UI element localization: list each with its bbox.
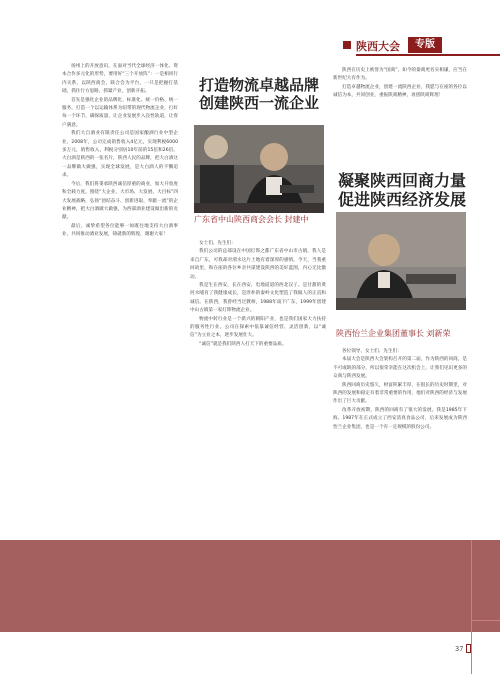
paragraph: 陕西在历史上被誉为“国商”，如今的秦商更名实相谦，应当在新世纪大有作为。 [333, 68, 467, 82]
footer-area [0, 632, 500, 674]
paragraph: 我们公司的总部设在中国灯饰之都广东省中山市古镇，我人是来自广东，可我却对渭水这片土地有着深厚的感情。今天，当我重回故里，和在座的各位乡亲共谋建设陕西的美好蓝图，内心无比激动。 [190, 249, 326, 280]
article-b-caption: 陕西怡兰企业集团董事长 刘新荣 [336, 329, 451, 338]
header-square-icon [343, 41, 351, 49]
section-header [340, 38, 500, 54]
paragraph: 女士们、先生们： [199, 241, 236, 246]
section-badge: 专版 [408, 37, 442, 53]
article-a-body [190, 240, 326, 532]
article-b-intro [333, 67, 467, 149]
footer-band [0, 540, 500, 632]
article-b-headline: 凝聚陕西回商力量 促进陕西经济发展 [337, 171, 466, 209]
portrait-image [336, 212, 466, 310]
article-b-body [333, 348, 467, 531]
header-rule [356, 54, 500, 56]
article-a-caption: 广东省中山陕西商会会长 封建中 [194, 215, 309, 224]
paragraph: “诚信”就是我们陕西人打天下的重要品质。 [199, 341, 287, 347]
section-title: 陕西大会 [356, 40, 400, 53]
paragraph: 本届大会是陕西大会架构召开的第二届，作为陕西的回商，是不可或缺的部分，所以很荣幸能在这次机会上，让我们见识更多的众商与陕西发展。 [333, 357, 467, 380]
decorative-rule [472, 620, 500, 621]
portrait-photo-b [336, 212, 466, 310]
paragraph: 我是生在西安，长在西安，电地道道的西北汉子。是甘甜的黄河水哺育了我健康成长，是淳朴的秦岭文化塑造了我做人的正直和诚信。在陕西，我曾经当过教师，1988年南下广东，1999年创建中山古镇第一家灯饰物流企业。 [190, 283, 326, 314]
paragraph: 物流中转行业是一个新兴的朝阳产业，也是我们国家大力扶持的服务性行业。公司在探索中依靠诚信经营、灵活创新，以“诚信”为立业之本，逐步发展壮大。 [190, 316, 326, 339]
decorative-rule [471, 540, 472, 674]
paragraph: 打造卓越物流企业，创建一流陕西企业，我愿与在座的各位以诚信为本，共同创业，重振陕商精神，再创陕商辉煌！ [333, 84, 467, 99]
paragraph: 陕西回商历史悠久，财富积累丰厚，在很长的历史时期里，对陕西的发展和稳定有着非常重要的作用，他们对陕西的经济与发展作出了巨大贡献。 [333, 382, 467, 405]
left-column-text [62, 63, 178, 531]
paragraph: 扬州上的开放意识，在面对当代全球经济一体化、资本合作多元化的形势，要用好“三个开放阵”：一是相同行内关系，以陕西商会、联合会为平台，一只是把握打基础，抓住行方思路，抓紧产业，创新开拓。 [62, 64, 178, 95]
page-number: 37 [455, 645, 464, 653]
page-marker-icon [466, 644, 471, 653]
paragraph: 改革开放初期，陕西的回商有了很大的发展。我是1985年下海、1987年在正式成立了西安清真食品公司，后来发展成为陕西怡兰企业集团，也是一个有一定规模的股份公司。 [333, 407, 467, 430]
article-a-headline: 打造物流卓越品牌 创建陕西一流企业 [198, 76, 319, 112]
paragraph: 首先是强化企业的品牌化、标准化、统一价格、统一服务，打造一个以运输体系为纽带的现代物流企业，打好每一个环节，确保质量，让企业发展步入良性轨道，让客户满意。 [62, 97, 178, 128]
paragraph: 各位领导、女士们、先生们： [342, 349, 402, 354]
paragraph: 最后，诚挚希望各位能够一如既往地支持大白酒事业，共同推动酒业发展，铸就新的辉煌，谢谢大家！ [62, 223, 178, 238]
portrait-photo-a [194, 125, 324, 213]
paragraph: 今后，我们将秉承陕西诚信厚重的商业，加大开放度和全载力度。围绕“大企业、大市场、大发展、大目标”四大发展战略，弘扬“团结奋斗、创新进取、奉献一流”的企业精神，把大白酒做大做强，为西部酒业建设做出新的贡献。 [62, 181, 178, 221]
paragraph: 我们大自酒业有限责任公司是国家酿酒行业中型企业，2008年，公司完成销售收入4亿元，实现利税6000多万元，销售收入，利税分别居10年前的15倍和26倍。大白酒是陕西的一张名片，陕西人民的品牌，把大白酒这一品牌做大做强，实现全球发展，是大白酒人的不懈追求。 [62, 131, 178, 179]
portrait-image [194, 125, 324, 213]
